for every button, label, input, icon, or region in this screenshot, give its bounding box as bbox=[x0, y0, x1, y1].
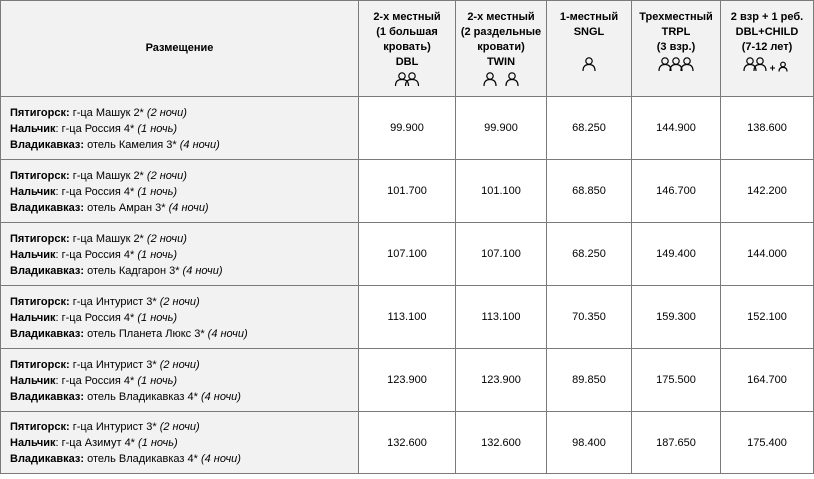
hotel-name: : г-ца Россия 4* bbox=[55, 185, 138, 198]
hotel-name: г-ца Интурист 3* bbox=[69, 358, 160, 371]
table-row bbox=[1, 286, 814, 349]
city-name: Пятигорск: bbox=[10, 295, 70, 308]
column-header-dbl bbox=[359, 1, 456, 97]
two-adults-plus-child-icon bbox=[723, 56, 811, 74]
header-line: 1-местный bbox=[559, 11, 619, 23]
route-line bbox=[10, 451, 354, 467]
nights-count: (1 ночь) bbox=[137, 311, 178, 324]
header-line: (2 раздельные bbox=[460, 26, 542, 38]
header-line: (3 взр.) bbox=[656, 41, 696, 53]
placement-cell bbox=[1, 286, 359, 349]
price-sngl: 98.400 bbox=[547, 412, 632, 474]
city-name: Нальчик bbox=[10, 311, 56, 324]
price-twin: 99.900 bbox=[456, 97, 547, 160]
column-header-sngl bbox=[547, 1, 632, 97]
column-header-placement: Размещение bbox=[1, 1, 359, 97]
price-dbl: 113.100 bbox=[359, 286, 456, 349]
price-trpl: 159.300 bbox=[632, 286, 721, 349]
hotel-name: отель Планета Люкс 3* bbox=[84, 327, 208, 340]
one-person-icon bbox=[549, 56, 629, 74]
route-line bbox=[10, 263, 354, 279]
price-sngl: 70.350 bbox=[547, 286, 632, 349]
nights-count: (2 ночи) bbox=[146, 232, 187, 245]
hotel-name: отель Владикавказ 4* bbox=[84, 453, 201, 465]
price-sngl: 68.250 bbox=[547, 223, 632, 286]
route-line bbox=[10, 184, 354, 200]
hotel-name: отель Амран 3* bbox=[84, 201, 169, 214]
header-line: SNGL bbox=[573, 26, 605, 38]
price-twin: 123.900 bbox=[456, 349, 547, 412]
nights-count: (4 ночи) bbox=[200, 453, 241, 465]
header-line: 2-х местный bbox=[373, 11, 441, 23]
hotel-name: : г-ца Азимут 4* bbox=[55, 437, 139, 449]
price-dbl: 107.100 bbox=[359, 223, 456, 286]
city-name: Владикавказ: bbox=[10, 201, 85, 214]
city-name: Нальчик bbox=[10, 248, 56, 261]
nights-count: (4 ночи) bbox=[179, 138, 220, 151]
price-twin: 101.100 bbox=[456, 160, 547, 223]
hotel-name: отель Кадгарон 3* bbox=[84, 264, 183, 277]
route-line bbox=[10, 168, 354, 184]
city-name: Пятигорск: bbox=[10, 232, 70, 245]
hotel-name: : г-ца Россия 4* bbox=[55, 122, 138, 135]
hotel-name: г-ца Машук 2* bbox=[69, 232, 147, 245]
nights-count: (4 ночи) bbox=[207, 327, 248, 340]
table-row bbox=[1, 97, 814, 160]
route-line bbox=[10, 326, 354, 342]
city-name: Пятигорск: bbox=[10, 421, 70, 433]
price-trpl: 146.700 bbox=[632, 160, 721, 223]
city-name: Владикавказ: bbox=[10, 138, 85, 151]
nights-count: (4 ночи) bbox=[168, 201, 209, 214]
header-line: Трехместный bbox=[639, 11, 713, 23]
price-dbl-child: 164.700 bbox=[721, 349, 814, 412]
price-trpl: 175.500 bbox=[632, 349, 721, 412]
route-line bbox=[10, 294, 354, 310]
city-name: Владикавказ: bbox=[10, 390, 85, 403]
city-name: Нальчик bbox=[10, 185, 56, 198]
header-line: DBL bbox=[395, 56, 419, 68]
placement-cell bbox=[1, 223, 359, 286]
city-name: Владикавказ: bbox=[10, 264, 85, 277]
price-twin: 132.600 bbox=[456, 412, 547, 474]
price-twin: 113.100 bbox=[456, 286, 547, 349]
price-dbl: 99.900 bbox=[359, 97, 456, 160]
table-body bbox=[1, 97, 814, 474]
city-name: Владикавказ: bbox=[10, 327, 85, 340]
placement-cell bbox=[1, 97, 359, 160]
route-line bbox=[10, 389, 354, 405]
city-name: Нальчик bbox=[10, 374, 56, 387]
hotel-name: : г-ца Россия 4* bbox=[55, 248, 138, 261]
nights-count: (4 ночи) bbox=[182, 264, 223, 277]
city-name: Нальчик bbox=[10, 437, 56, 449]
route-line bbox=[10, 231, 354, 247]
hotel-name: г-ца Машук 2* bbox=[69, 106, 147, 119]
nights-count: (1 ночь) bbox=[137, 248, 178, 261]
city-name: Пятигорск: bbox=[10, 106, 70, 119]
table-row bbox=[1, 412, 814, 474]
nights-count: (2 ночи) bbox=[159, 421, 200, 433]
price-dbl: 132.600 bbox=[359, 412, 456, 474]
price-dbl-child: 142.200 bbox=[721, 160, 814, 223]
hotel-name: отель Камелия 3* bbox=[84, 138, 180, 151]
hotel-name: : г-ца Россия 4* bbox=[55, 374, 138, 387]
price-dbl-child: 144.000 bbox=[721, 223, 814, 286]
route-line bbox=[10, 435, 354, 451]
header-row bbox=[1, 1, 814, 97]
header-line: (7-12 лет) bbox=[741, 41, 793, 53]
two-persons-icon bbox=[361, 71, 453, 89]
column-header-trpl bbox=[632, 1, 721, 97]
city-name: Владикавказ: bbox=[10, 453, 85, 465]
hotel-name: г-ца Машук 2* bbox=[69, 169, 147, 182]
route-line bbox=[10, 373, 354, 389]
table-header bbox=[1, 1, 814, 97]
table-row bbox=[1, 223, 814, 286]
nights-count: (2 ночи) bbox=[159, 295, 200, 308]
price-twin: 107.100 bbox=[456, 223, 547, 286]
price-sngl: 68.850 bbox=[547, 160, 632, 223]
price-trpl: 144.900 bbox=[632, 97, 721, 160]
nights-count: (1 ночь) bbox=[137, 185, 178, 198]
price-dbl-child: 175.400 bbox=[721, 412, 814, 474]
hotel-name: г-ца Интурист 3* bbox=[69, 421, 160, 433]
nights-count: (4 ночи) bbox=[200, 390, 241, 403]
header-line: кровать) bbox=[383, 41, 431, 53]
price-trpl: 149.400 bbox=[632, 223, 721, 286]
price-sngl: 89.850 bbox=[547, 349, 632, 412]
price-trpl: 187.650 bbox=[632, 412, 721, 474]
nights-count: (2 ночи) bbox=[146, 169, 187, 182]
price-dbl: 123.900 bbox=[359, 349, 456, 412]
route-line bbox=[10, 137, 354, 153]
route-line bbox=[10, 121, 354, 137]
header-line: 2 взр + 1 реб. bbox=[730, 11, 804, 23]
price-dbl-child: 138.600 bbox=[721, 97, 814, 160]
city-name: Нальчик bbox=[10, 122, 56, 135]
nights-count: (1 ночь) bbox=[137, 122, 178, 135]
nights-count: (2 ночи) bbox=[159, 358, 200, 371]
column-header-twin bbox=[456, 1, 547, 97]
route-line bbox=[10, 419, 354, 435]
header-line: кровати) bbox=[477, 41, 525, 53]
hotel-name: : г-ца Россия 4* bbox=[55, 311, 138, 324]
three-persons-icon bbox=[634, 56, 718, 74]
city-name: Пятигорск: bbox=[10, 358, 70, 371]
two-separate-persons-icon bbox=[458, 71, 544, 89]
header-line: DBL+CHILD bbox=[735, 26, 799, 38]
table-row bbox=[1, 349, 814, 412]
nights-count: (2 ночи) bbox=[146, 106, 187, 119]
city-name: Пятигорск: bbox=[10, 169, 70, 182]
nights-count: (1 ночь) bbox=[138, 437, 178, 449]
route-line bbox=[10, 310, 354, 326]
placement-cell bbox=[1, 349, 359, 412]
route-line bbox=[10, 247, 354, 263]
header-line: TRPL bbox=[661, 26, 691, 38]
placement-cell bbox=[1, 412, 359, 474]
route-line bbox=[10, 357, 354, 373]
header-line: TWIN bbox=[486, 56, 516, 68]
header-line: 2-х местный bbox=[467, 11, 535, 23]
hotel-name: отель Владикавказ 4* bbox=[84, 390, 201, 403]
route-line bbox=[10, 105, 354, 121]
column-header-dbl-child bbox=[721, 1, 814, 97]
nights-count: (1 ночь) bbox=[137, 374, 178, 387]
route-line bbox=[10, 200, 354, 216]
hotel-name: г-ца Интурист 3* bbox=[69, 295, 160, 308]
price-dbl: 101.700 bbox=[359, 160, 456, 223]
header-line: (1 большая bbox=[376, 26, 438, 38]
price-sngl: 68.250 bbox=[547, 97, 632, 160]
placement-cell bbox=[1, 160, 359, 223]
price-dbl-child: 152.100 bbox=[721, 286, 814, 349]
table-row bbox=[1, 160, 814, 223]
